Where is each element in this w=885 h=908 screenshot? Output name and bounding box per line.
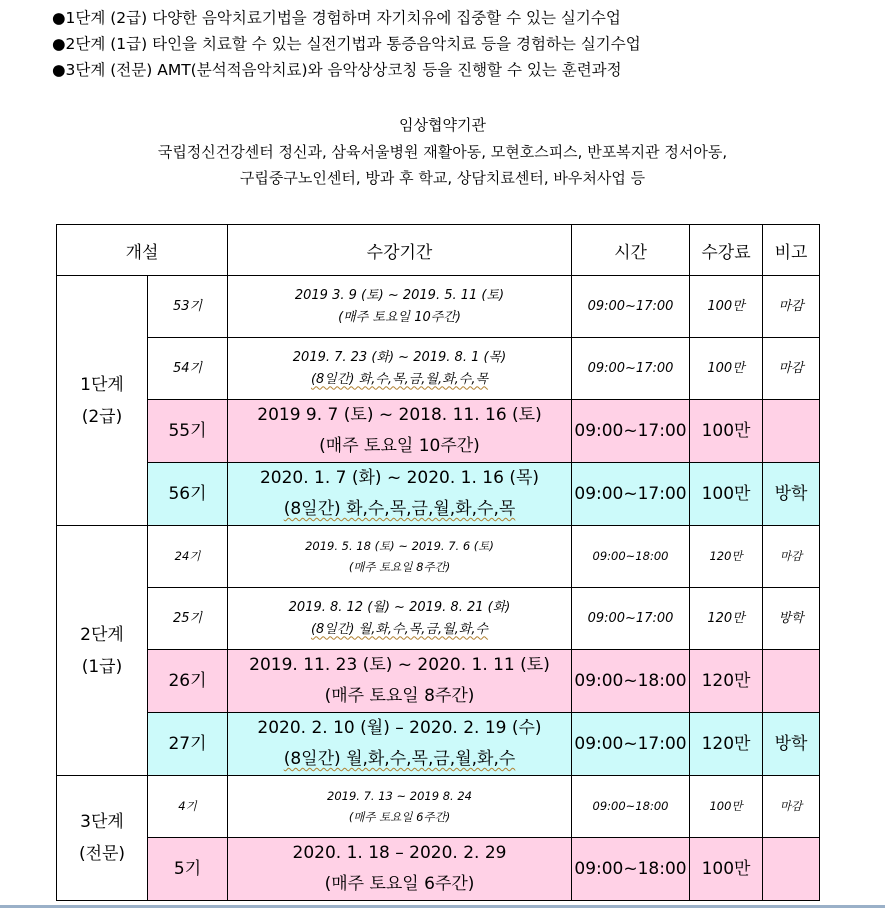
period-cell: 2019. 8. 12 (월) ~ 2019. 8. 21 (화) (8일간) 월,화,수,목,금,월,화,수	[228, 588, 572, 650]
bullet-stage-3: ●3단계 (전문) AMT(분석적음악치료)와 음악상상코칭 등을 진행할 수 있는 훈련과정	[52, 61, 622, 79]
term-cell: 5기	[148, 838, 228, 901]
period-cell: 2019. 7. 13 ~ 2019 8. 24 (매주 토요일 6주간)	[228, 776, 572, 838]
term-cell: 53기	[148, 276, 228, 338]
term-cell: 4기	[148, 776, 228, 838]
fee-cell: 100만	[690, 463, 763, 526]
note-cell: 방학	[763, 713, 820, 776]
note-cell: 방학	[763, 588, 820, 650]
period-cell: 2019. 7. 23 (화) ~ 2019. 8. 1 (목) (8일간) 화,수,목,금,월,화,수,목	[228, 338, 572, 400]
fee-cell: 100만	[690, 276, 763, 338]
term-cell: 27기	[148, 713, 228, 776]
time-cell: 09:00~18:00	[572, 526, 690, 588]
header-period: 수강기간	[228, 225, 572, 276]
header-open: 개설	[57, 225, 228, 276]
fee-cell: 100만	[690, 400, 763, 463]
time-cell: 09:00~18:00	[572, 776, 690, 838]
term-cell: 54기	[148, 338, 228, 400]
term-cell: 25기	[148, 588, 228, 650]
clinic-line-1: 국립정신건강센터 정신과, 삼육서울병원 재활아동, 모현호스피스, 반포복지관 정서아동,	[157, 143, 728, 161]
table-header	[57, 225, 820, 276]
note-cell	[763, 650, 820, 713]
period-cell: 2020. 1. 7 (화) ~ 2020. 1. 16 (목) (8일간) 화,수,목,금,월,화,수,목	[228, 463, 572, 526]
fee-cell: 100만	[690, 838, 763, 901]
term-cell: 56기	[148, 463, 228, 526]
header-time: 시간	[572, 225, 690, 276]
clinic-line-2: 구립중구노인센터, 방과 후 학교, 상담치료센터, 바우처사업 등	[239, 169, 646, 187]
period-cell: 2019 9. 7 (토) ~ 2018. 11. 16 (토) (매주 토요일 10주간)	[228, 400, 572, 463]
fee-cell: 120만	[690, 588, 763, 650]
table-row	[57, 588, 820, 650]
table-row	[57, 276, 820, 338]
fee-cell: 120만	[690, 713, 763, 776]
table-row	[57, 463, 820, 526]
header-fee: 수강료	[690, 225, 763, 276]
table-row	[57, 776, 820, 838]
clinic-title: 임상협약기관	[399, 116, 486, 134]
period-cell: 2019 3. 9 (토) ~ 2019. 5. 11 (토) (매주 토요일 10주간)	[228, 276, 572, 338]
fee-cell: 100만	[690, 776, 763, 838]
time-cell: 09:00~17:00	[572, 463, 690, 526]
program-description	[52, 5, 641, 83]
stage-1-label: 1단계 (2급)	[57, 276, 148, 526]
bullet-stage-2: ●2단계 (1급) 타인을 치료할 수 있는 실전기법과 통증음악치료 등을 경험하는 실기수업	[52, 35, 641, 53]
note-cell: 방학	[763, 463, 820, 526]
time-cell: 09:00~17:00	[572, 713, 690, 776]
term-cell: 24기	[148, 526, 228, 588]
stage-3-label: 3단계 (전문)	[57, 776, 148, 901]
table-row	[57, 650, 820, 713]
table-row	[57, 713, 820, 776]
note-cell: 마감	[763, 338, 820, 400]
table-row	[57, 526, 820, 588]
table-row	[57, 338, 820, 400]
time-cell: 09:00~17:00	[572, 400, 690, 463]
term-cell: 26기	[148, 650, 228, 713]
note-cell: 마감	[763, 276, 820, 338]
time-cell: 09:00~17:00	[572, 338, 690, 400]
time-cell: 09:00~18:00	[572, 838, 690, 901]
time-cell: 09:00~17:00	[572, 588, 690, 650]
time-cell: 09:00~18:00	[572, 650, 690, 713]
schedule-table	[56, 224, 820, 901]
period-cell: 2019. 5. 18 (토) ~ 2019. 7. 6 (토) (매주 토요일 8주간)	[228, 526, 572, 588]
note-cell	[763, 400, 820, 463]
fee-cell: 120만	[690, 526, 763, 588]
header-note: 비고	[763, 225, 820, 276]
note-cell: 마감	[763, 776, 820, 838]
term-cell: 55기	[148, 400, 228, 463]
note-cell: 마감	[763, 526, 820, 588]
stage-2-label: 2단계 (1급)	[57, 526, 148, 776]
fee-cell: 100만	[690, 338, 763, 400]
period-cell: 2020. 2. 10 (월) – 2020. 2. 19 (수) (8일간) 월,화,수,목,금,월,화,수	[228, 713, 572, 776]
period-cell: 2019. 11. 23 (토) ~ 2020. 1. 11 (토) (매주 토요일 8주간)	[228, 650, 572, 713]
table-row	[57, 400, 820, 463]
period-cell: 2020. 1. 18 – 2020. 2. 29 (매주 토요일 6주간)	[228, 838, 572, 901]
bullet-stage-1: ●1단계 (2급) 다양한 음악치료기법을 경험하며 자기치유에 집중할 수 있는 실기수업	[52, 9, 621, 27]
time-cell: 09:00~17:00	[572, 276, 690, 338]
table-row	[57, 838, 820, 901]
note-cell	[763, 838, 820, 901]
fee-cell: 120만	[690, 650, 763, 713]
